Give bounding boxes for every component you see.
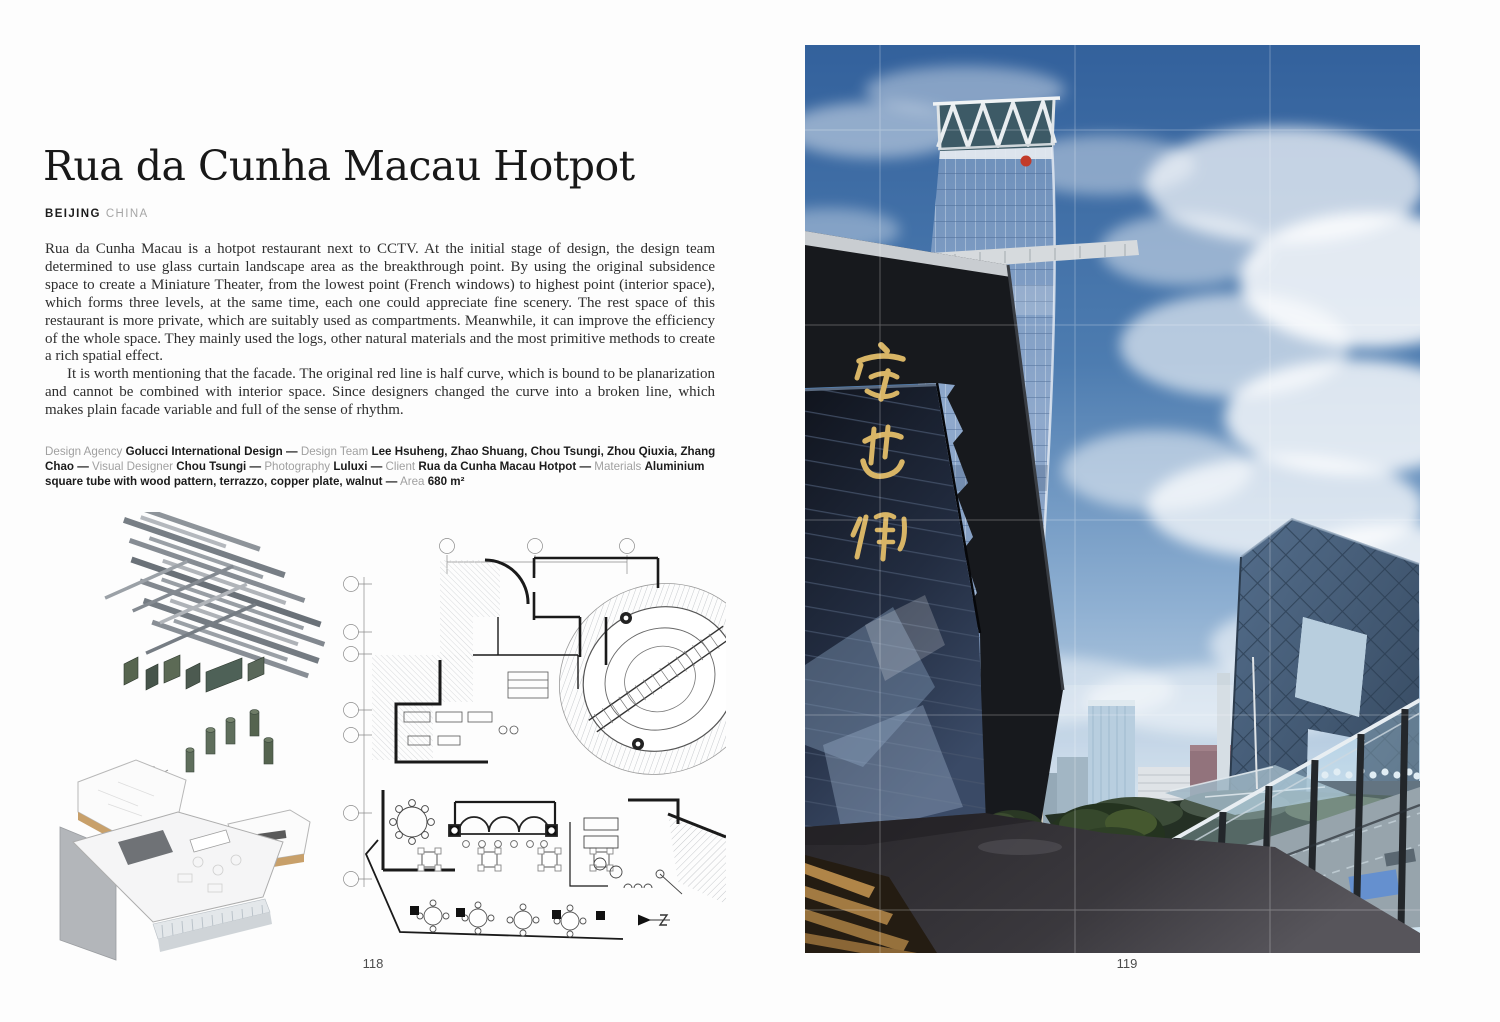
- ground-floor-platform: [60, 812, 283, 960]
- page-number-left: 118: [362, 956, 384, 971]
- credit-value: Lee Hsuheng, Zhao Shuang, Chou Tsungi, Zhou Qiuxia, Zhang Chao: [45, 445, 716, 474]
- round-table-room: [390, 800, 435, 845]
- page-title: Rua da Cunha Macau Hotpot: [43, 142, 635, 190]
- paragraph-2: It is worth mentioning that the facade. The original red line is half curve, which is bound to be planarization and cannot be combined with interior space. Since designers changed the curve into a broken line, which makes plain facade variable and full of the sense of rhythm.: [45, 366, 715, 419]
- body-text-column: [45, 241, 715, 420]
- credit-label: Photography: [264, 460, 331, 474]
- credit-separator: —: [249, 460, 262, 474]
- credit-label: Design Agency: [45, 445, 123, 458]
- location-city: BEIJING: [45, 208, 101, 220]
- credit-separator: —: [579, 460, 592, 474]
- credit-label: Design Team: [300, 445, 369, 458]
- maintenance-rig: [1021, 156, 1032, 167]
- bar-arches: [449, 817, 557, 847]
- credit-value: Chou Tsungi: [176, 460, 247, 474]
- credit-label: Area: [399, 475, 425, 489]
- location-line: [45, 208, 149, 220]
- architecture-photo: [805, 45, 1420, 953]
- credits-line: [45, 444, 723, 490]
- credit-label: Materials: [594, 460, 642, 474]
- exploded-axonometric-drawing: [58, 512, 336, 964]
- dining-tables: [410, 848, 613, 937]
- columns: [186, 710, 273, 772]
- theater-ellipse: [528, 551, 726, 808]
- credit-value: Luluxi: [333, 460, 368, 474]
- floor-plan-drawing: [338, 522, 726, 946]
- credit-value: Aluminium square tube with wood pattern, terrazzo, copper plate, walnut: [45, 460, 705, 489]
- credit-value: Golucci International Design: [125, 445, 283, 458]
- credit-separator: —: [370, 460, 383, 474]
- credit-separator: —: [77, 460, 89, 474]
- page-number-right: 119: [1116, 956, 1138, 971]
- credit-label: Visual Designer: [92, 460, 174, 474]
- credit-separator: —: [385, 475, 398, 489]
- partition-panels: [124, 655, 264, 692]
- location-country: CHINA: [105, 208, 149, 220]
- credit-value: 680 m²: [427, 475, 465, 489]
- north-arrow-icon: [638, 915, 670, 926]
- ceiling-strips: [83, 512, 336, 680]
- credit-separator: —: [286, 445, 298, 458]
- credit-label: Client: [385, 460, 416, 474]
- tower-crown-truss: [933, 98, 1060, 151]
- credit-value: Rua da Cunha Macau Hotpot: [418, 460, 577, 474]
- paragraph-1: Rua da Cunha Macau is a hotpot restaurant next to CCTV. At the initial stage of design, the design team determined to use glass curtain landscape area as the breakthrough point. By using the original subsidence space to create a Miniature Theater, from the lowest point (French windows) to highest point (interior space), which forms three levels, at the same time, each one could appreciate fine scenery. The rest space of this restaurant is more private, which are suitably used as compartments. Meanwhile, it can improve the efficiency of the whole space. They mainly used the logs, other natural materials and the most primitive methods to create a rich spatial effect.: [45, 241, 715, 365]
